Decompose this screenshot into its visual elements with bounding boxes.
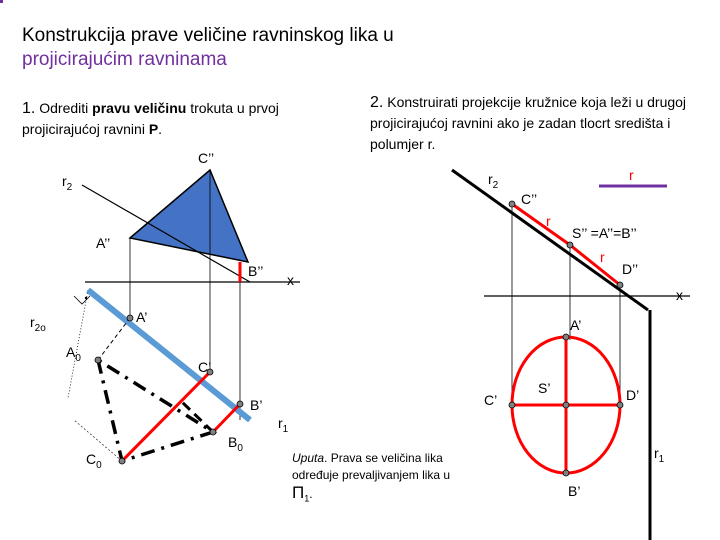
label-b0: $B_0$ bbox=[228, 434, 243, 454]
label-x-right: x bbox=[676, 287, 683, 303]
point-b1-left bbox=[237, 401, 243, 407]
label-r2o: $r_{2o}$ bbox=[30, 314, 46, 334]
right-angle-dot bbox=[85, 297, 87, 299]
label-r-mid-1: r bbox=[546, 213, 551, 229]
label-d1: D’ bbox=[626, 387, 640, 403]
label-c2-left: C’’ bbox=[198, 150, 215, 166]
task-1-text-b: trokuta u prvoj projicirajućoj ravnini bbox=[22, 100, 279, 137]
task-1-text-a: Odrediti bbox=[39, 100, 89, 116]
red-radius-upper bbox=[512, 204, 570, 245]
point-d1 bbox=[617, 402, 623, 408]
right-construction bbox=[452, 167, 690, 540]
hint-italic: Uputa bbox=[292, 451, 325, 465]
rotation-a bbox=[98, 318, 130, 360]
left-construction bbox=[30, 150, 300, 471]
point-b1-right bbox=[563, 470, 569, 476]
hint-end: . bbox=[309, 487, 313, 501]
point-a1-left bbox=[127, 315, 133, 321]
label-r2-left: $r_2$ bbox=[62, 173, 73, 193]
task-1-text-bold: pravu veličinu bbox=[92, 100, 187, 116]
label-c1-left: C’ bbox=[198, 359, 212, 375]
label-x-left: x bbox=[287, 272, 294, 288]
label-a1-right: A’ bbox=[570, 317, 582, 333]
title-line-1: Konstrukcija prave veličine ravninskog lika u bbox=[22, 25, 394, 46]
title-line-2: projicirajućim ravninama bbox=[22, 49, 227, 70]
task-1-number: 1. bbox=[22, 100, 36, 117]
first-projection-trace bbox=[88, 290, 250, 420]
point-a1-right bbox=[563, 334, 569, 340]
red-radius-lower bbox=[570, 245, 620, 285]
label-r-top: r bbox=[629, 167, 634, 183]
label-b1-left: B’ bbox=[250, 397, 263, 413]
pi-subscript: 1 bbox=[304, 493, 310, 504]
label-r1-left: $r_1$ bbox=[278, 415, 289, 435]
label-r1-right: $r_1$ bbox=[654, 445, 665, 465]
label-r-mid-2: r bbox=[600, 249, 605, 265]
task-1-end: . bbox=[158, 121, 163, 137]
triangle-front-view bbox=[130, 170, 248, 262]
red-segment-b bbox=[213, 404, 240, 432]
label-c2-right: C’’ bbox=[521, 191, 538, 207]
label-b1-right: B’ bbox=[568, 483, 581, 499]
label-a2-left: A’’ bbox=[96, 235, 111, 251]
pi-symbol: Π bbox=[292, 483, 305, 502]
task-2-body: Konstruirati projekcije kružnice koja leži u drugoj projicirajućoj ravnini ako je zadan tlocrt središta i polumjer r. bbox=[370, 94, 687, 152]
label-c1-right: C’ bbox=[484, 392, 498, 408]
point-s2 bbox=[567, 242, 573, 248]
task-2-number: 2. bbox=[370, 94, 384, 111]
point-b0 bbox=[210, 429, 216, 435]
point-a0 bbox=[95, 357, 101, 363]
label-r2-right: $r_2$ bbox=[488, 171, 499, 191]
point-c2-right bbox=[509, 201, 515, 207]
label-d2: D’’ bbox=[622, 261, 639, 277]
task-1-plane: P bbox=[148, 121, 159, 137]
label-s1: S’ bbox=[538, 380, 551, 396]
label-c0: $C_0$ bbox=[86, 451, 102, 471]
point-c1-right bbox=[509, 402, 515, 408]
label-s2: S’’ =A’’=B’’ bbox=[572, 225, 637, 241]
point-c0 bbox=[119, 458, 125, 464]
hint-body: . Prava se veličina lika određuje prevaljivanjem lika u bbox=[292, 451, 451, 482]
point-s1 bbox=[563, 402, 569, 408]
label-b2-left: B’’ bbox=[248, 263, 264, 279]
label-a0: $A_0$ bbox=[66, 344, 81, 364]
right-angle-marker bbox=[74, 296, 90, 304]
point-d2 bbox=[617, 282, 623, 288]
label-a1-left: A’ bbox=[136, 309, 148, 325]
